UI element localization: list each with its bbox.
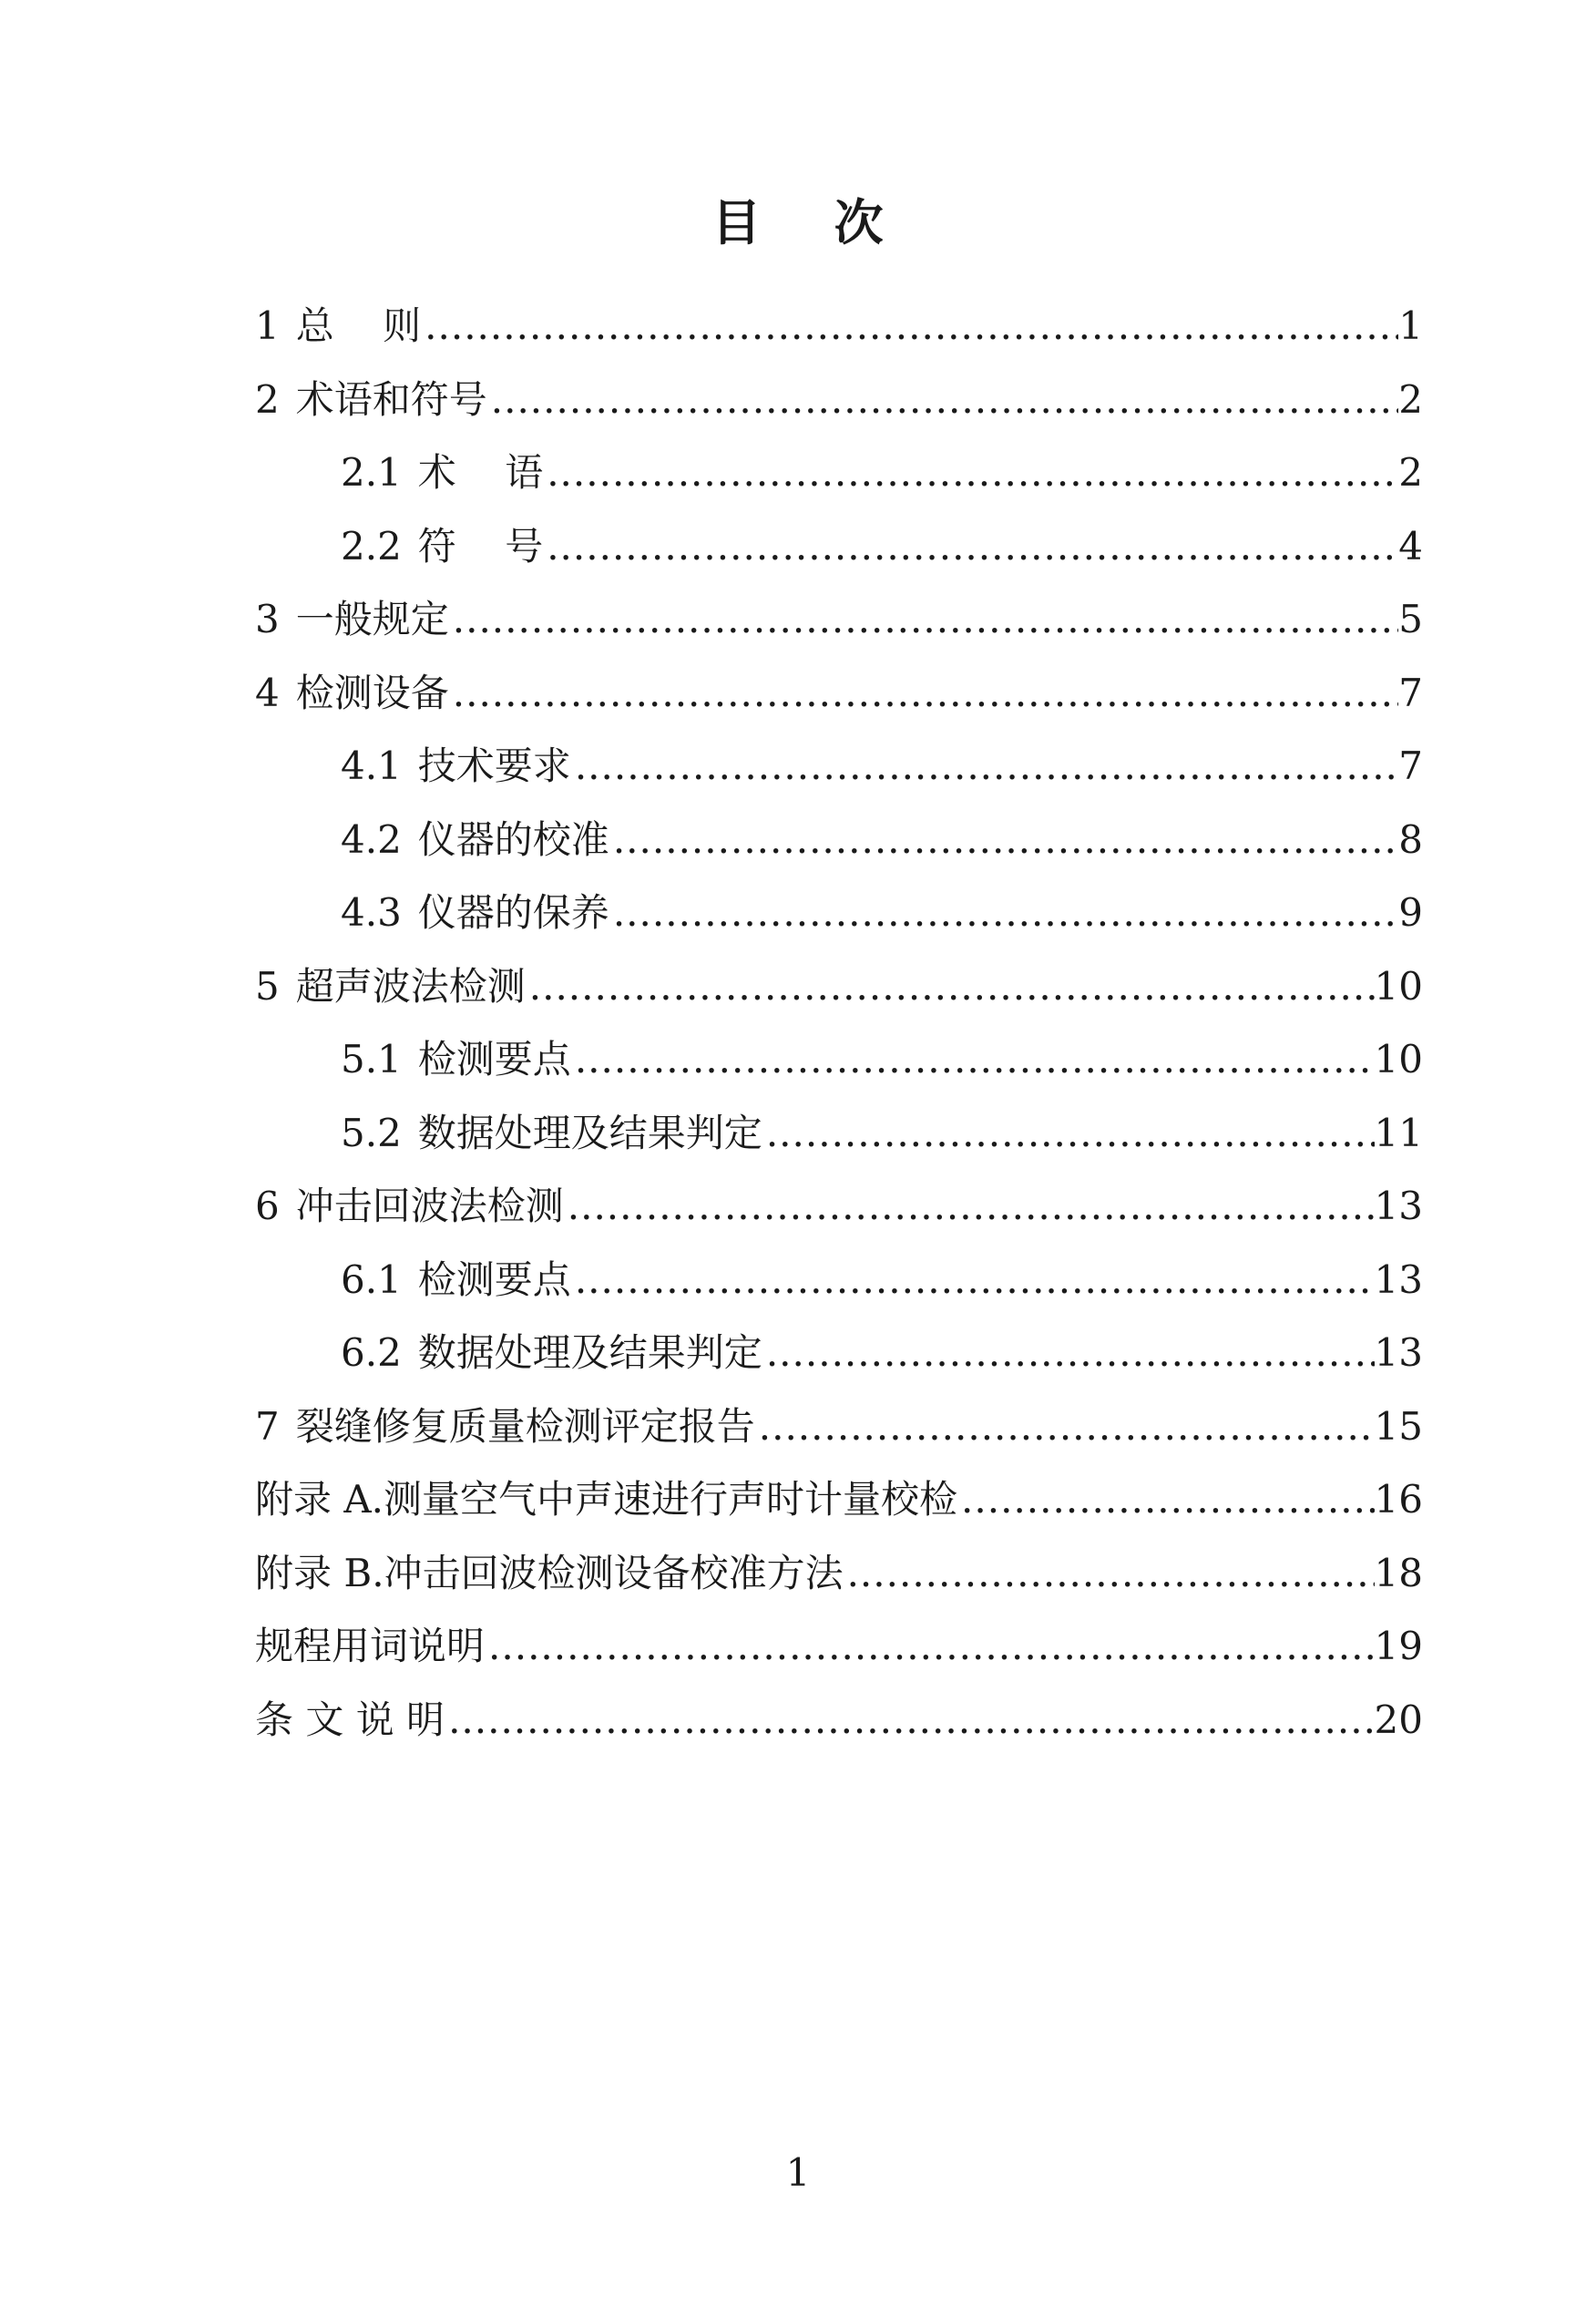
toc-entry-number: 4.2 (341, 816, 402, 862)
toc-dot-leader (485, 1610, 1375, 1683)
toc-entry-title: 附录 A.测量空气中声速进行声时计量校检 (255, 1477, 958, 1522)
toc-entry-page: 15 (1374, 1403, 1423, 1449)
toc-entry-page: 9 (1398, 890, 1423, 935)
toc-entry-page: 18 (1374, 1550, 1423, 1595)
toc-entry-page: 13 (1374, 1256, 1423, 1302)
toc-entry-number: 6 (255, 1184, 280, 1228)
toc-entry-title: 冲击回波法检测 (295, 1184, 564, 1228)
toc-entry-title: 条 文 说 明 (255, 1697, 445, 1742)
toc-entry[interactable] (255, 730, 1423, 804)
toc-entry-number: 7 (255, 1403, 280, 1449)
toc-entry-title: 术 语 (417, 450, 544, 495)
toc-entry-number: 5.1 (341, 1037, 402, 1082)
toc-entry[interactable] (255, 804, 1423, 877)
toc-entry-page: 11 (1374, 1110, 1423, 1155)
toc-entry-title: 数据处理及结果判定 (417, 1330, 762, 1375)
toc-entry-number: 2.1 (341, 450, 402, 495)
toc-entry-title: 一般规定 (295, 597, 449, 641)
toc-dot-leader (609, 804, 1398, 877)
toc-entry-title: 规程用词说明 (255, 1624, 486, 1668)
toc-entry-page: 7 (1398, 743, 1423, 788)
toc-dot-leader (571, 1244, 1375, 1317)
toc-entry[interactable] (255, 583, 1423, 657)
toc-entry[interactable] (255, 1610, 1423, 1684)
toc-entry-title: 超声波法检测 (295, 963, 526, 1009)
toc-dot-leader (526, 950, 1375, 1023)
toc-entry[interactable] (255, 1244, 1423, 1317)
toc-dot-leader (762, 1317, 1375, 1389)
toc-entry-number: 4.1 (341, 743, 402, 788)
toc-entry-page: 13 (1374, 1330, 1423, 1375)
toc-dot-leader (449, 583, 1399, 656)
toc-entry[interactable] (255, 877, 1423, 950)
table-of-contents (255, 290, 1423, 1757)
toc-entry-title: 检测要点 (417, 1256, 571, 1302)
toc-entry-title: 仪器的保养 (417, 890, 609, 935)
toc-entry[interactable] (255, 436, 1423, 510)
toc-entry[interactable] (255, 510, 1423, 584)
toc-entry[interactable] (255, 364, 1423, 437)
toc-entry[interactable] (255, 657, 1423, 731)
toc-entry-page: 10 (1374, 963, 1423, 1009)
toc-entry-title: 总 则 (295, 303, 422, 348)
toc-entry[interactable] (255, 950, 1423, 1024)
toc-entry-page: 19 (1374, 1624, 1423, 1668)
toc-entry[interactable] (255, 1170, 1423, 1244)
toc-entry[interactable] (255, 1537, 1423, 1611)
toc-entry-number: 5.2 (341, 1110, 402, 1155)
toc-entry-title: 符 号 (417, 523, 544, 569)
toc-entry-title: 术语和符号 (295, 376, 487, 422)
toc-entry-number: 5 (255, 963, 280, 1009)
toc-entry-number: 2.2 (341, 523, 402, 569)
toc-entry-title: 数据处理及结果判定 (417, 1110, 762, 1155)
toc-entry-page: 5 (1398, 597, 1423, 641)
toc-entry-number: 4.3 (341, 890, 402, 935)
toc-dot-leader (564, 1170, 1375, 1243)
toc-entry-page: 13 (1374, 1184, 1423, 1228)
toc-entry[interactable] (255, 1390, 1423, 1464)
toc-entry-page: 16 (1374, 1477, 1423, 1522)
toc-entry-page: 4 (1398, 523, 1423, 569)
toc-dot-leader (762, 1097, 1375, 1170)
toc-dot-leader (844, 1537, 1375, 1610)
page-title: 目 次 (711, 194, 885, 251)
toc-entry-page: 20 (1374, 1697, 1423, 1742)
toc-dot-leader (445, 1684, 1374, 1757)
toc-entry-number: 1 (255, 303, 280, 348)
toc-dot-leader (755, 1390, 1375, 1463)
toc-dot-leader (571, 1023, 1375, 1096)
toc-entry[interactable] (255, 1463, 1423, 1537)
toc-entry-page: 7 (1398, 670, 1423, 715)
toc-dot-leader (543, 436, 1398, 509)
toc-entry-title: 裂缝修复质量检测评定报告 (295, 1403, 755, 1449)
toc-entry-title: 仪器的校准 (417, 816, 609, 862)
page-number: 1 (785, 2150, 811, 2195)
toc-entry[interactable] (255, 1317, 1423, 1390)
toc-entry-title: 技术要求 (417, 743, 571, 788)
toc-dot-leader (609, 877, 1398, 949)
toc-dot-leader (957, 1463, 1375, 1536)
toc-entry-number: 6.1 (341, 1256, 402, 1302)
toc-entry-page: 10 (1374, 1037, 1423, 1082)
toc-entry[interactable] (255, 290, 1423, 364)
toc-dot-leader (421, 290, 1398, 363)
toc-entry-number: 2 (255, 376, 280, 422)
toc-dot-leader (571, 730, 1398, 803)
toc-entry[interactable] (255, 1684, 1423, 1758)
toc-entry[interactable] (255, 1023, 1423, 1097)
toc-entry-number: 3 (255, 597, 280, 641)
toc-entry[interactable] (255, 1097, 1423, 1171)
toc-entry-number: 6.2 (341, 1330, 402, 1375)
toc-entry-title: 附录 B.冲击回波检测设备校准方法 (255, 1550, 844, 1595)
toc-entry-page: 8 (1398, 816, 1423, 862)
toc-entry-page: 2 (1398, 450, 1423, 495)
toc-entry-title: 检测要点 (417, 1037, 571, 1082)
toc-dot-leader (449, 657, 1399, 730)
toc-entry-number: 4 (255, 670, 280, 715)
toc-entry-page: 1 (1398, 303, 1423, 348)
toc-dot-leader (543, 510, 1398, 583)
toc-entry-title: 检测设备 (295, 670, 449, 715)
toc-entry-page: 2 (1398, 376, 1423, 422)
toc-dot-leader (487, 364, 1399, 436)
